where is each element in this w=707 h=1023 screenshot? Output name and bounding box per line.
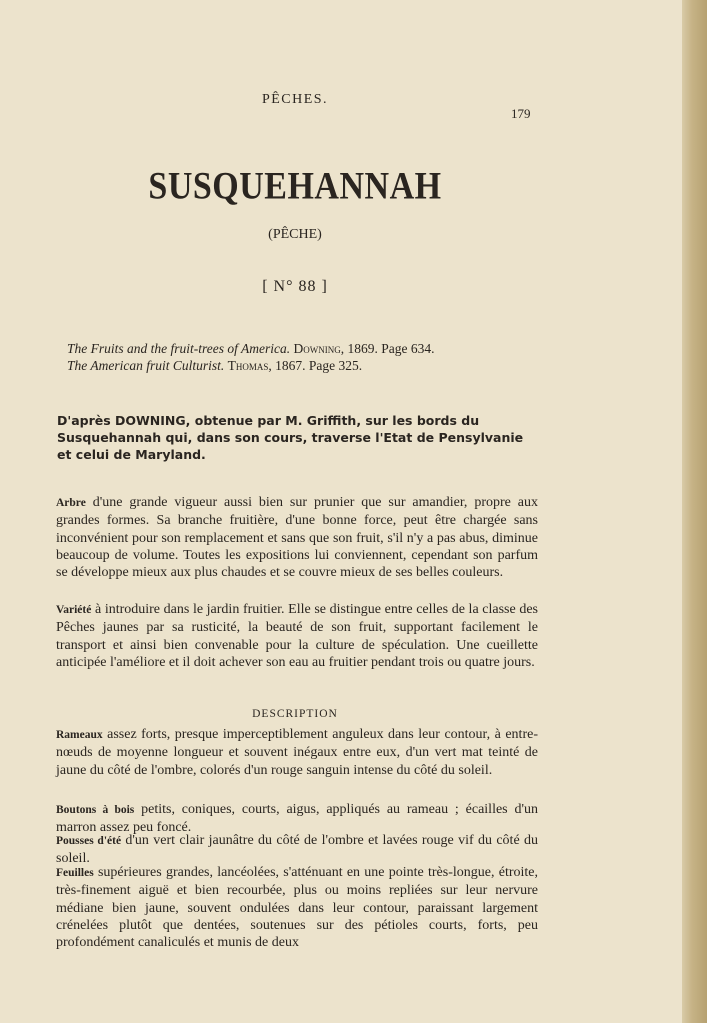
entry-number: [ N° 88 ] — [262, 278, 328, 295]
page-title: SUSQUEHANNAH — [148, 165, 442, 208]
references — [67, 340, 434, 374]
paragraph-text: d'un vert clair jaunâtre du côté de l'ombre et lavées rouge vif du côté du soleil. — [56, 833, 538, 867]
description-feuilles — [56, 864, 538, 951]
description-pousses — [56, 832, 538, 868]
paragraph-text: assez forts, presque imperceptiblement anguleux dans leur contour, à entre-nœuds de moyenne longueur et souvent inégaux entre eux, d'un vert mat teinté de jaune du côté de l'ombre, colorés d'un rouge sanguin intense du côté du soleil. — [56, 727, 538, 778]
paragraph-text: d'une grande vigueur aussi bien sur prunier que sur amandier, propre aux grandes formes. Sa branche fruitière, d'une bonne force, peut être chargée sans inconvénient pour son remplacement et sans que son fruit, s'il n'y a pas abus, diminue beaucoup de volume. Toutes les expositions lui conviennent, cependant son parfum se développe mieux aux plus chaudes et se couvre mieux de ses belles couleurs. — [56, 495, 538, 581]
page-number: 179 — [511, 106, 531, 121]
section-heading: DESCRIPTION — [252, 708, 338, 720]
paragraph-lead: Variété — [56, 604, 92, 616]
paragraph-lead: Rameaux — [56, 729, 103, 741]
page-edge — [682, 0, 707, 1023]
paragraph-lead: Arbre — [56, 497, 86, 509]
reference-author: Downing, — [293, 341, 345, 356]
reference-author: Thomas, — [227, 358, 272, 373]
reference-line — [67, 357, 434, 374]
subtitle: (PÊCHE) — [268, 227, 322, 242]
paragraph-text: supérieures grandes, lancéolées, s'atténuant en une pointe très-longue, étroite, très-finement aiguë et bien recourbée, plus ou moins repliées sur leur nervure médiane bien jaune, souvent ondulées dans leur contour, paraissant largement crénelées plutôt que dentées, soutenues sur des pétioles courts, forts, peu profondément canaliculés et munis de deux — [56, 865, 538, 951]
intro-paragraph: D'après DOWNING, obtenue par M. Griffith, sur les bords du Susquehannah qui, dans son cours, traverse l'Etat de Pensylvanie et celui de Maryland. — [57, 413, 524, 462]
running-head: PÊCHES. — [261, 92, 329, 107]
paragraph-lead: Pousses d'été — [56, 835, 122, 847]
reference-detail: 1869. Page 634. — [347, 341, 435, 356]
paragraph-text: à introduire dans le jardin fruitier. Elle se distingue entre celles de la classe des Pêches jaunes par sa rusticité, la beauté de son fruit, supportant facilement le transport et ainsi bien convenable pour la culture de spéculation. Une cueillette anticipée l'améliore et il doit achever son eau au fruitier pendant trois ou quatre jours. — [56, 602, 538, 670]
reference-work: The American fruit Culturist. — [67, 358, 225, 373]
reference-line — [67, 340, 434, 357]
reference-detail: 1867. Page 325. — [275, 358, 363, 373]
description-rameaux — [56, 726, 538, 779]
paragraph-text: petits, coniques, courts, aigus, appliqués au rameau ; écailles d'un marron assez peu foncé. — [56, 802, 538, 836]
paragraph-lead: Boutons à bois — [56, 804, 135, 816]
reference-work: The Fruits and the fruit-trees of America. — [67, 341, 291, 356]
paragraph-variete — [56, 601, 538, 671]
paragraph-arbre — [56, 494, 538, 581]
paragraph-lead: Feuilles — [56, 867, 94, 879]
